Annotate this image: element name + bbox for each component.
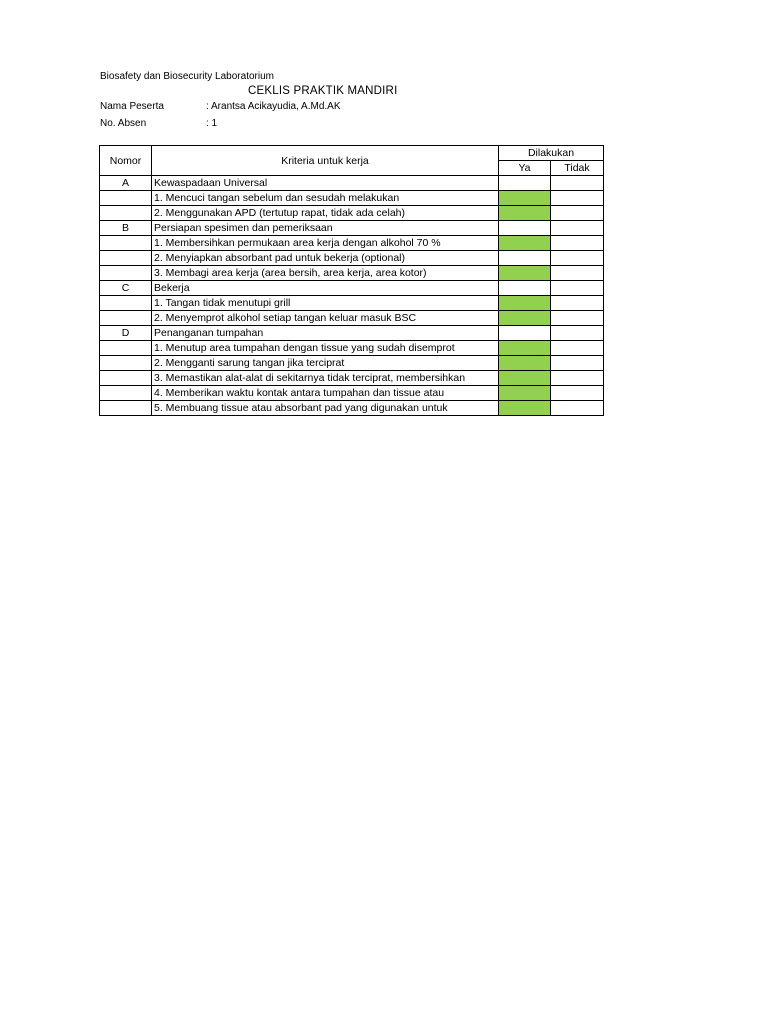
ya-check-cell[interactable] [499, 326, 551, 341]
criteria-text: 2. Mengganti sarung tangan jika terciprat [152, 356, 499, 371]
ya-check-cell[interactable] [499, 281, 551, 296]
tidak-check-cell[interactable] [551, 236, 604, 251]
checklist-table [99, 145, 604, 416]
column-header-dilakukan: Dilakukan [499, 146, 604, 161]
ya-check-cell[interactable] [499, 371, 551, 386]
row-number [100, 356, 152, 371]
attendance-number-label: No. Absen [100, 118, 147, 129]
ya-check-cell[interactable] [499, 401, 551, 416]
row-number: C [100, 281, 152, 296]
section-row [100, 221, 604, 236]
criteria-row [100, 191, 604, 206]
tidak-check-cell[interactable] [551, 356, 604, 371]
criteria-row [100, 266, 604, 281]
tidak-check-cell[interactable] [551, 386, 604, 401]
ya-check-cell[interactable] [499, 176, 551, 191]
ya-check-cell[interactable] [499, 251, 551, 266]
section-title: Kewaspadaan Universal [152, 176, 499, 191]
criteria-row [100, 206, 604, 221]
row-number [100, 401, 152, 416]
row-number [100, 236, 152, 251]
table-header-row [100, 146, 604, 161]
criteria-text: 1. Membersihkan permukaan area kerja dengan alkohol 70 % [152, 236, 499, 251]
column-header-tidak: Tidak [551, 161, 604, 176]
criteria-text: 2. Menggunakan APD (tertutup rapat, tidak ada celah) [152, 206, 499, 221]
section-title: Penanganan tumpahan [152, 326, 499, 341]
participant-name-value: : Arantsa Acikayudia, A.Md.AK [206, 101, 341, 112]
column-header-kriteria: Kriteria untuk kerja [152, 146, 499, 176]
document-title: CEKLIS PRAKTIK MANDIRI [248, 85, 398, 97]
row-number [100, 311, 152, 326]
ya-check-cell[interactable] [499, 296, 551, 311]
row-number [100, 296, 152, 311]
column-header-nomor: Nomor [100, 146, 152, 176]
row-number [100, 341, 152, 356]
row-number: B [100, 221, 152, 236]
row-number [100, 386, 152, 401]
ya-check-cell[interactable] [499, 206, 551, 221]
criteria-row [100, 251, 604, 266]
tidak-check-cell[interactable] [551, 191, 604, 206]
row-number [100, 371, 152, 386]
ya-check-cell[interactable] [499, 341, 551, 356]
criteria-text: 2. Menyemprot alkohol setiap tangan keluar masuk BSC [152, 311, 499, 326]
tidak-check-cell[interactable] [551, 311, 604, 326]
column-header-ya: Ya [499, 161, 551, 176]
criteria-row [100, 236, 604, 251]
tidak-check-cell[interactable] [551, 176, 604, 191]
criteria-text: 2. Menyiapkan absorbant pad untuk bekerja (optional) [152, 251, 499, 266]
section-row [100, 281, 604, 296]
org-name: Biosafety dan Biosecurity Laboratorium [100, 71, 274, 82]
criteria-text: 1. Menutup area tumpahan dengan tissue yang sudah disemprot [152, 341, 499, 356]
tidak-check-cell[interactable] [551, 206, 604, 221]
tidak-check-cell[interactable] [551, 401, 604, 416]
ya-check-cell[interactable] [499, 311, 551, 326]
section-row [100, 326, 604, 341]
row-number [100, 251, 152, 266]
criteria-text: 1. Tangan tidak menutupi grill [152, 296, 499, 311]
participant-name-label: Nama Peserta [100, 101, 164, 112]
criteria-text: 1. Mencuci tangan sebelum dan sesudah melakukan [152, 191, 499, 206]
tidak-check-cell[interactable] [551, 221, 604, 236]
criteria-row [100, 371, 604, 386]
criteria-text: 3. Memastikan alat-alat di sekitarnya tidak terciprat, membersihkan [152, 371, 499, 386]
ya-check-cell[interactable] [499, 236, 551, 251]
tidak-check-cell[interactable] [551, 326, 604, 341]
criteria-row [100, 356, 604, 371]
ya-check-cell[interactable] [499, 386, 551, 401]
tidak-check-cell[interactable] [551, 251, 604, 266]
tidak-check-cell[interactable] [551, 371, 604, 386]
criteria-row [100, 401, 604, 416]
row-number [100, 266, 152, 281]
section-title: Persiapan spesimen dan pemeriksaan [152, 221, 499, 236]
row-number: D [100, 326, 152, 341]
tidak-check-cell[interactable] [551, 281, 604, 296]
row-number: A [100, 176, 152, 191]
criteria-row [100, 296, 604, 311]
criteria-text: 3. Membagi area kerja (area bersih, area kerja, area kotor) [152, 266, 499, 281]
ya-check-cell[interactable] [499, 191, 551, 206]
ya-check-cell[interactable] [499, 221, 551, 236]
ya-check-cell[interactable] [499, 266, 551, 281]
section-row [100, 176, 604, 191]
criteria-row [100, 386, 604, 401]
criteria-row [100, 311, 604, 326]
tidak-check-cell[interactable] [551, 341, 604, 356]
row-number [100, 206, 152, 221]
tidak-check-cell[interactable] [551, 266, 604, 281]
section-title: Bekerja [152, 281, 499, 296]
criteria-text: 5. Membuang tissue atau absorbant pad yang digunakan untuk [152, 401, 499, 416]
tidak-check-cell[interactable] [551, 296, 604, 311]
criteria-row [100, 341, 604, 356]
row-number [100, 191, 152, 206]
criteria-text: 4. Memberikan waktu kontak antara tumpahan dan tissue atau [152, 386, 499, 401]
ya-check-cell[interactable] [499, 356, 551, 371]
attendance-number-value: : 1 [206, 118, 218, 129]
